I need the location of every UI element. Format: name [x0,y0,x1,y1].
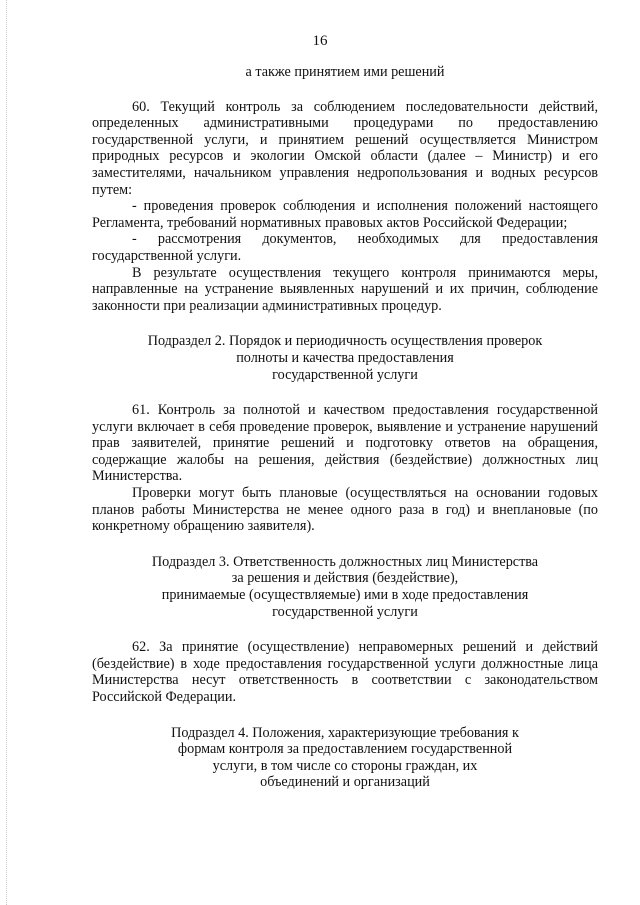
paragraph-60: 60. Текущий контроль за соблюдением последовательности действий, определенных административными процедурами по предоставлению государственной услуги, и принятием решений осуществляется Министром природных ресурсов и экологии Омской области (далее – Министр) и его заместителями, начальником управления недропользования и водных ресурсов путем: [92,98,598,198]
paragraph-60-item-2: - рассмотрения документов, необходимых для предоставления государственной услуги. [92,231,598,264]
paragraph-60-item-1: - проведения проверок соблюдения и исполнения положений настоящего Регламента, требований нормативных правовых актов Российской Федерации; [92,198,598,231]
paragraph-61-inspections: Проверки могут быть плановые (осуществляться на основании годовых планов работы Министерства не менее одного раза в год) и внеплановые (по конкретному обращению заявителя). [92,485,598,535]
subsection-4-heading-line-4: объединений и организаций [260,774,430,791]
subsection-4-heading-line-1: Подраздел 4. Положения, характеризующие требования к [171,724,519,741]
subsection-3-heading-line-4: государственной услуги [272,603,418,620]
scan-edge-line [6,0,7,905]
paragraph-62: 62. За принятие (осуществление) неправомерных решений и действий (бездействие) в ходе предоставления государственной услуги должностные лица Министерства несут ответственность в соответствии с законодательством Российской Федерации. [92,639,598,705]
subsection-3-heading-line-2: за решения и действия (бездействие), [231,570,459,587]
subsection-2-heading-line-1: Подраздел 2. Порядок и периодичность осуществления проверок [147,333,543,350]
subsection-4-heading-line-3: услуги, в том числе со стороны граждан, их [212,757,478,774]
subsection-3-heading-line-3: принимаемые (осуществляемые) ими в ходе предоставления [161,587,529,604]
continued-heading-line: а также принятием ими решений [245,64,445,80]
paragraph-61: 61. Контроль за полнотой и качеством предоставления государственной услуги включает в себя проведение проверок, выявление и устранение нарушений прав заявителей, принятие решений и подготовку ответов на обращения, содержащие жалобы на решения, действия (бездействие) должностных лиц Министерства. [92,402,598,485]
document-body [92,64,598,791]
subsection-2-heading [92,333,598,383]
subsection-2-heading-line-2: полноты и качества предоставления [236,349,454,366]
subsection-3-heading [92,554,598,620]
page-number: 16 [312,33,328,49]
subsection-4-heading-line-2: формам контроля за предоставлением государственной [177,741,513,758]
subsection-3-heading-line-1: Подраздел 3. Ответственность должностных лиц Министерства [151,553,539,570]
paragraph-60-result: В результате осуществления текущего контроля принимаются меры, направленные на устранение выявленных нарушений и их причин, соблюдение законности при реализации административных процедур. [92,264,598,314]
subsection-4-heading [92,725,598,791]
subsection-2-heading-line-3: государственной услуги [272,366,418,383]
